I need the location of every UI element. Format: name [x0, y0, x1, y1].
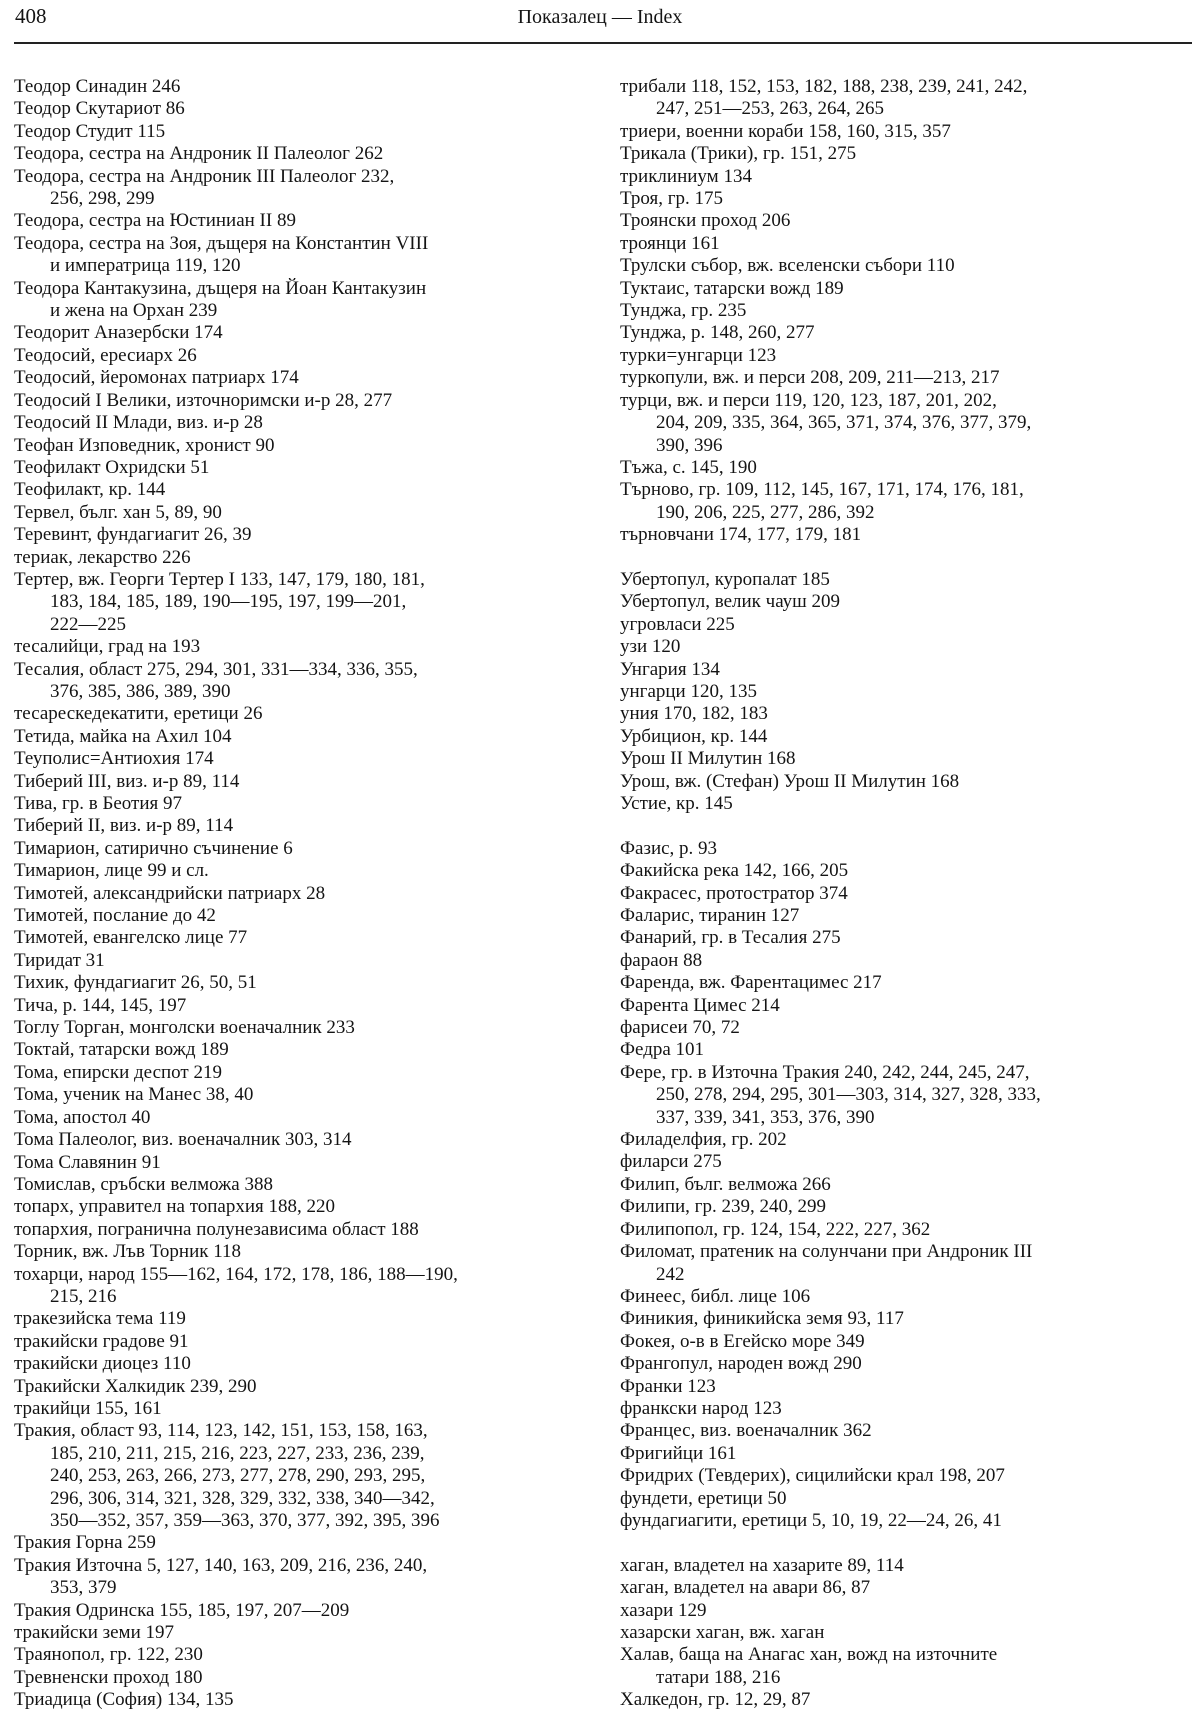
index-entry: Фаренда, вж. Фарентацимес 217 [620, 972, 882, 994]
index-entry: Теодор Студит 115 [14, 120, 166, 142]
index-entry-continuation: 190, 206, 225, 277, 286, 392 [656, 501, 875, 523]
index-entry: Тиридат 31 [14, 949, 105, 971]
index-entry: Тертер, вж. Георги Тертер I 133, 147, 179, 180, 181, [14, 568, 425, 590]
index-entry: Унгария 134 [620, 658, 720, 680]
index-entry: тесарескедекатити, еретици 26 [14, 703, 263, 725]
index-entry: угровласи 225 [620, 613, 735, 635]
index-entry: Тракия Одринска 155, 185, 197, 207—209 [14, 1599, 350, 1621]
index-entry: топархия, погранична полунезависима област 188 [14, 1218, 419, 1240]
index-entry-continuation: 242 [656, 1263, 685, 1285]
index-entry: Теодосий, ересиарх 26 [14, 344, 197, 366]
index-entry: трибали 118, 152, 153, 182, 188, 238, 239, 241, 242, [620, 76, 1028, 97]
index-entry: Теодор Синадин 246 [14, 76, 181, 97]
index-entry: Францес, виз. военачалник 362 [620, 1420, 872, 1442]
index-entry-continuation: 204, 209, 335, 364, 365, 371, 374, 376, 377, 379, [656, 412, 1032, 434]
index-entry: Халкедон, гр. 12, 29, 87 [620, 1689, 811, 1711]
index-entry: Факрасес, протостратор 374 [620, 882, 848, 904]
index-entry: Финикия, финикийска земя 93, 117 [620, 1308, 904, 1330]
index-entry-continuation: 183, 184, 185, 189, 190—195, 197, 199—201, [50, 591, 407, 613]
index-entry: хаган, владетел на авари 86, 87 [620, 1577, 871, 1599]
index-entry: тракезийска тема 119 [14, 1308, 186, 1330]
index-entry-continuation: 390, 396 [656, 434, 723, 456]
index-entry-continuation: 185, 210, 211, 215, 216, 223, 227, 233, 236, 239, [50, 1442, 425, 1464]
index-entry: узи 120 [620, 636, 681, 658]
section-gap [620, 1532, 1192, 1554]
index-entry: Трикала (Трики), гр. 151, 275 [620, 143, 857, 165]
running-head: Показалец — Index [517, 6, 683, 28]
index-entry: Халав, баща на Анагас хан, вожд на източните [620, 1644, 998, 1666]
index-entry: Устие, кр. 145 [620, 792, 733, 814]
index-entry: фараон 88 [620, 949, 703, 971]
index-entry: фундагиагити, еретици 5, 10, 19, 22—24, 26, 41 [620, 1509, 1002, 1531]
index-entry: Теодора, сестра на Юстиниан II 89 [14, 210, 296, 232]
index-column-left [14, 76, 594, 1712]
index-entry: Филипопол, гр. 124, 154, 222, 227, 362 [620, 1218, 931, 1240]
index-entry: Триадица (София) 134, 135 [14, 1689, 234, 1711]
index-entry: Тимотей, александрийски патриарх 28 [14, 882, 326, 904]
index-entry: Фокея, о-в в Егейско море 349 [620, 1330, 865, 1352]
index-entry: Убертопул, велик чауш 209 [620, 591, 841, 613]
index-entry: Тунджа, р. 148, 260, 277 [620, 322, 815, 344]
index-entry: Тракия Горна 259 [14, 1532, 156, 1554]
index-entry-continuation: татари 188, 216 [656, 1666, 781, 1688]
index-entry: Теофан Изповедник, хронист 90 [14, 434, 275, 456]
index-entry: троянци 161 [620, 232, 720, 254]
index-entry: Тракия Източна 5, 127, 140, 163, 209, 216, 236, 240, [14, 1554, 428, 1576]
index-entry: тракийски диоцез 110 [14, 1353, 191, 1375]
index-entry: Филаделфия, гр. 202 [620, 1129, 787, 1151]
index-entry: хаган, владетел на хазарите 89, 114 [620, 1554, 904, 1576]
section-gap [620, 815, 1192, 837]
index-entry: Тива, гр. в Беотия 97 [14, 793, 183, 814]
index-entry: Тесалия, област 275, 294, 301, 331—334, 336, 355, [14, 658, 418, 680]
index-entry: Фарента Цимес 214 [620, 994, 780, 1016]
index-entry: Търново, гр. 109, 112, 145, 167, 171, 174, 176, 181, [620, 479, 1024, 501]
index-entry: Тимотей, евангелско лице 77 [14, 927, 248, 949]
index-entry-continuation: 350—352, 357, 359—363, 370, 377, 392, 395, 396 [50, 1510, 440, 1531]
index-entry-continuation: и императрица 119, 120 [50, 255, 241, 277]
index-entry: Фридрих (Тевдерих), сицилийски крал 198, 207 [620, 1465, 1005, 1487]
index-entry: франкски народ 123 [620, 1397, 782, 1419]
index-entry: Томислав, сръбски велможа 388 [14, 1173, 273, 1195]
index-entry: Тома, ученик на Манес 38, 40 [14, 1084, 254, 1106]
index-entry: Тома, епирски деспот 219 [14, 1061, 222, 1083]
index-entry: Фере, гр. в Източна Тракия 240, 242, 244, 245, 247, [620, 1061, 1030, 1083]
index-entry-continuation: и жена на Орхан 239 [50, 300, 218, 322]
index-entry: Тиберий III, виз. и-р 89, 114 [14, 770, 240, 792]
index-entry-continuation: 296, 306, 314, 321, 328, 329, 332, 338, 340—342, [50, 1487, 435, 1509]
index-entry: хазари 129 [620, 1599, 707, 1621]
index-entry: унгарци 120, 135 [620, 680, 757, 702]
index-entry: Теодосий I Велики, източноримски и-р 28, 277 [14, 389, 393, 411]
index-entry: Теодосий, йеромонах патриарх 174 [14, 367, 299, 389]
section-gap [620, 547, 1192, 569]
index-entry: Теодора, сестра на Андроник II Палеолог 262 [14, 143, 384, 165]
index-entry: Урош, вж. (Стефан) Урош II Милутин 168 [620, 770, 960, 792]
index-entry: тракийски земи 197 [14, 1622, 174, 1644]
index-entry: Фаларис, тиранин 127 [620, 905, 800, 926]
index-entry: Траянопол, гр. 122, 230 [14, 1644, 203, 1666]
index-entry: териак, лекарство 226 [14, 546, 191, 568]
index-entry: триери, военни кораби 158, 160, 315, 357 [620, 120, 951, 142]
index-entry: Троянски проход 206 [620, 210, 791, 232]
page-number: 408 [15, 4, 47, 28]
index-column-right [620, 76, 1192, 1712]
index-entry: Теодора Кантакузина, дъщеря на Йоан Кантакузин [14, 277, 427, 299]
index-entry: тракийци 155, 161 [14, 1397, 162, 1419]
index-entry: Тиберий II, виз. и-р 89, 114 [14, 815, 234, 837]
index-entry: Токтай, татарски вожд 189 [14, 1039, 229, 1061]
index-entry: Тома Славянин 91 [14, 1151, 161, 1173]
index-entry: Тича, р. 144, 145, 197 [14, 994, 187, 1016]
index-entry: Торник, вж. Лъв Торник 118 [14, 1241, 242, 1263]
index-entry: турки=унгарци 123 [620, 344, 777, 366]
index-entry-continuation: 240, 253, 263, 266, 273, 277, 278, 290, 293, 295, [50, 1465, 426, 1487]
index-entry: уния 170, 182, 183 [620, 703, 768, 725]
index-entry: Тимарион, сатирично съчинение 6 [14, 837, 293, 859]
index-entry-continuation: 256, 298, 299 [50, 188, 155, 210]
index-entry: фарисеи 70, 72 [620, 1017, 740, 1039]
index-entry-continuation: 337, 339, 341, 353, 376, 390 [656, 1106, 875, 1128]
index-entry: Федра 101 [620, 1039, 705, 1061]
index-entry: Теодосий II Млади, виз. и-р 28 [14, 412, 263, 434]
index-entry: Тетида, майка на Ахил 104 [14, 725, 232, 747]
index-entry: Фригийци 161 [620, 1442, 737, 1464]
index-entry-continuation: 250, 278, 294, 295, 301—303, 314, 327, 328, 333, [656, 1084, 1041, 1106]
index-entry: Теодора, сестра на Андроник III Палеолог 232, [14, 165, 395, 187]
index-entry: фундети, еретици 50 [620, 1487, 787, 1509]
index-entry-continuation: 215, 216 [50, 1285, 117, 1307]
index-entry: Троя, гр. 175 [620, 188, 724, 210]
index-entry: Франки 123 [620, 1375, 716, 1397]
index-entry-continuation: 353, 379 [50, 1577, 117, 1599]
index-entry: Теофилакт, кр. 144 [14, 479, 166, 501]
index-entry: триклиниум 134 [620, 165, 752, 187]
index-entry: тесалийци, град на 193 [14, 636, 201, 658]
index-entry: Тоглу Торган, монголски военачалник 233 [14, 1017, 355, 1039]
index-entry: Франгопул, народен вожд 290 [620, 1353, 862, 1375]
index-entry: Фанарий, гр. в Тесалия 275 [620, 927, 841, 949]
index-entry: Теодора, сестра на Зоя, дъщеря на Константин VIII [14, 232, 429, 254]
index-entry: Убертопул, куропалат 185 [620, 568, 830, 590]
index-entry: Тракийски Халкидик 239, 290 [14, 1375, 257, 1397]
index-entry: Урбицион, кр. 144 [620, 725, 768, 747]
index-entry: Тунджа, гр. 235 [620, 300, 747, 322]
index-entry-continuation: 222—225 [50, 613, 126, 635]
index-entry: Факийска река 142, 166, 205 [620, 860, 849, 882]
index-entry: Тракия, област 93, 114, 123, 142, 151, 153, 158, 163, [14, 1420, 428, 1442]
index-entry: тракийски градове 91 [14, 1330, 189, 1352]
index-entry: Тервел, бълг. хан 5, 89, 90 [14, 501, 222, 523]
index-entry: Филомат, пратеник на солунчани при Андроник III [620, 1241, 1033, 1263]
index-entry: Тимарион, лице 99 и сл. [14, 860, 209, 882]
header-rule [14, 42, 1192, 44]
index-entry: Тревненски проход 180 [14, 1666, 203, 1688]
index-entry: Филипи, гр. 239, 240, 299 [620, 1196, 826, 1218]
index-entry: турци, вж. и перси 119, 120, 123, 187, 201, 202, [620, 389, 997, 411]
index-entry: хазарски хаган, вж. хаган [620, 1621, 825, 1643]
index-entry: Финеес, библ. лице 106 [620, 1285, 811, 1307]
index-entry: търновчани 174, 177, 179, 181 [620, 524, 862, 546]
index-entry: топарх, управител на топархия 188, 220 [14, 1196, 336, 1218]
index-entry: Урош II Милутин 168 [620, 748, 796, 770]
index-entry: Фазис, р. 93 [620, 837, 718, 859]
index-entry: Туктаис, татарски вожд 189 [620, 277, 844, 299]
index-entry: Тъжа, с. 145, 190 [620, 456, 757, 478]
index-entry: филарси 275 [620, 1151, 722, 1173]
index-entry: Тихик, фундагиагит 26, 50, 51 [14, 972, 257, 994]
index-entry: Теуполис=Антиохия 174 [14, 748, 214, 770]
index-entry: Теодорит Аназербски 174 [14, 322, 223, 344]
index-entry: Тимотей, послание до 42 [14, 905, 216, 927]
index-entry: Теревинт, фундагиагит 26, 39 [14, 524, 252, 546]
index-entry-continuation: 247, 251—253, 263, 264, 265 [656, 98, 884, 120]
index-entry: Теофилакт Охридски 51 [14, 456, 210, 478]
index-entry: туркопули, вж. и перси 208, 209, 211—213, 217 [620, 367, 1000, 389]
index-entry: Филип, бълг. велможа 266 [620, 1173, 831, 1195]
index-entry: Трулски събор, вж. вселенски събори 110 [620, 255, 955, 277]
index-entry: тохарци, народ 155—162, 164, 172, 178, 186, 188—190, [14, 1263, 458, 1285]
index-entry-continuation: 376, 385, 386, 389, 390 [50, 680, 231, 702]
index-entry: Тома, апостол 40 [14, 1106, 151, 1128]
index-entry: Тома Палеолог, виз. военачалник 303, 314 [14, 1129, 352, 1151]
index-entry: Теодор Скутариот 86 [14, 98, 185, 120]
